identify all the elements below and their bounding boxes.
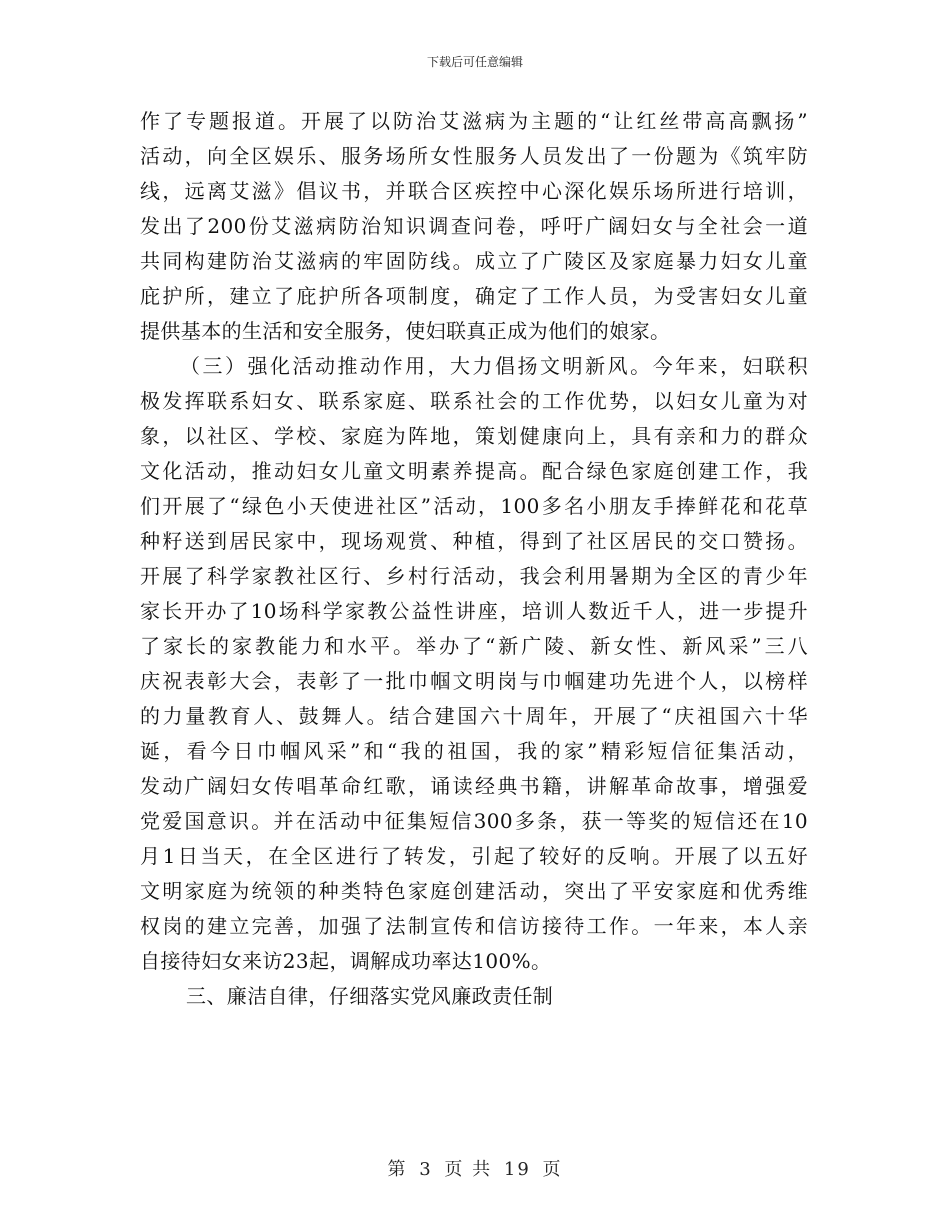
footer-suffix: 页: [542, 1159, 563, 1180]
text-line: 庆祝表彰大会，表彰了一批巾帼文明岗与巾帼建功先进个人，以榜样: [140, 669, 808, 693]
document-body: [140, 104, 808, 1014]
page-header-note: 下载后可任意编辑: [426, 55, 523, 69]
footer-middle: 页 共: [444, 1159, 493, 1180]
text-line: 象，以社区、学校、家庭为阵地，策划健康向上，具有亲和力的群众: [140, 424, 808, 448]
text-line: 活动，向全区娱乐、服务场所女性服务人员发出了一份题为《筑牢防: [140, 144, 808, 168]
text-line: （三）强化活动推动作用，大力倡扬文明新风。今年来，妇联积: [180, 354, 808, 378]
text-line: 党爱国意识。并在活动中征集短信300多条，获一等奖的短信还在10: [140, 809, 808, 833]
text-line: 种籽送到居民家中，现场观赏、种植，得到了社区居民的交口赞扬。: [140, 529, 808, 553]
text-line: 了家长的家教能力和水平。举办了“新广陵、新女性、新风采”三八: [140, 634, 808, 658]
text-line: 极发挥联系妇女、联系家庭、联系社会的工作优势，以妇女儿童为对: [140, 389, 808, 413]
text-line: 文明家庭为统领的种类特色家庭创建活动，突出了平安家庭和优秀维: [140, 879, 808, 903]
current-page-number: 3: [419, 1159, 433, 1180]
text-line: 文化活动，推动妇女儿童文明素养提高。配合绿色家庭创建工作，我: [140, 459, 808, 483]
text-line: 共同构建防治艾滋病的牢固防线。成立了广陵区及家庭暴力妇女儿童: [140, 249, 808, 273]
text-line: 诞，看今日巾帼风采”和“我的祖国，我的家”精彩短信征集活动，: [140, 739, 808, 763]
text-line: 月1日当天，在全区进行了转发，引起了较好的反响。开展了以五好: [140, 844, 808, 868]
text-line: 庇护所，建立了庇护所各项制度，确定了工作人员，为受害妇女儿童: [140, 284, 808, 308]
total-page-count: 19: [503, 1159, 531, 1180]
page-footer: [0, 1155, 950, 1181]
text-line: 提供基本的生活和安全服务，使妇联真正成为他们的娘家。: [140, 319, 671, 343]
text-line: 作了专题报道。开展了以防治艾滋病为主题的“让红丝带高高飘扬”: [140, 109, 808, 133]
text-line: 发出了200份艾滋病防治知识调查问卷，呼吁广阔妇女与全社会一道: [140, 214, 808, 238]
text-line: 自接待妇女来访23起，调解成功率达100%。: [140, 949, 552, 973]
text-line: 家长开办了10场科学家教公益性讲座，培训人数近千人，进一步提升: [140, 599, 808, 623]
text-line: 们开展了“绿色小天使进社区”活动，100多名小朋友手捧鲜花和花草: [140, 494, 808, 518]
text-line: 的力量教育人、鼓舞人。结合建国六十周年，开展了“庆祖国六十华: [140, 704, 808, 728]
section-heading: 三、廉洁自律，仔细落实党风廉政责任制: [186, 984, 554, 1008]
text-line: 开展了科学家教社区行、乡村行活动，我会利用暑期为全区的青少年: [140, 564, 808, 588]
footer-prefix: 第: [387, 1159, 408, 1180]
text-line: 权岗的建立完善，加强了法制宣传和信访接待工作。一年来，本人亲: [140, 914, 808, 938]
text-line: 发动广阔妇女传唱革命红歌，诵读经典书籍，讲解革命故事，增强爱: [140, 774, 808, 798]
text-line: 线，远离艾滋》倡议书，并联合区疾控中心深化娱乐场所进行培训，: [140, 179, 808, 203]
